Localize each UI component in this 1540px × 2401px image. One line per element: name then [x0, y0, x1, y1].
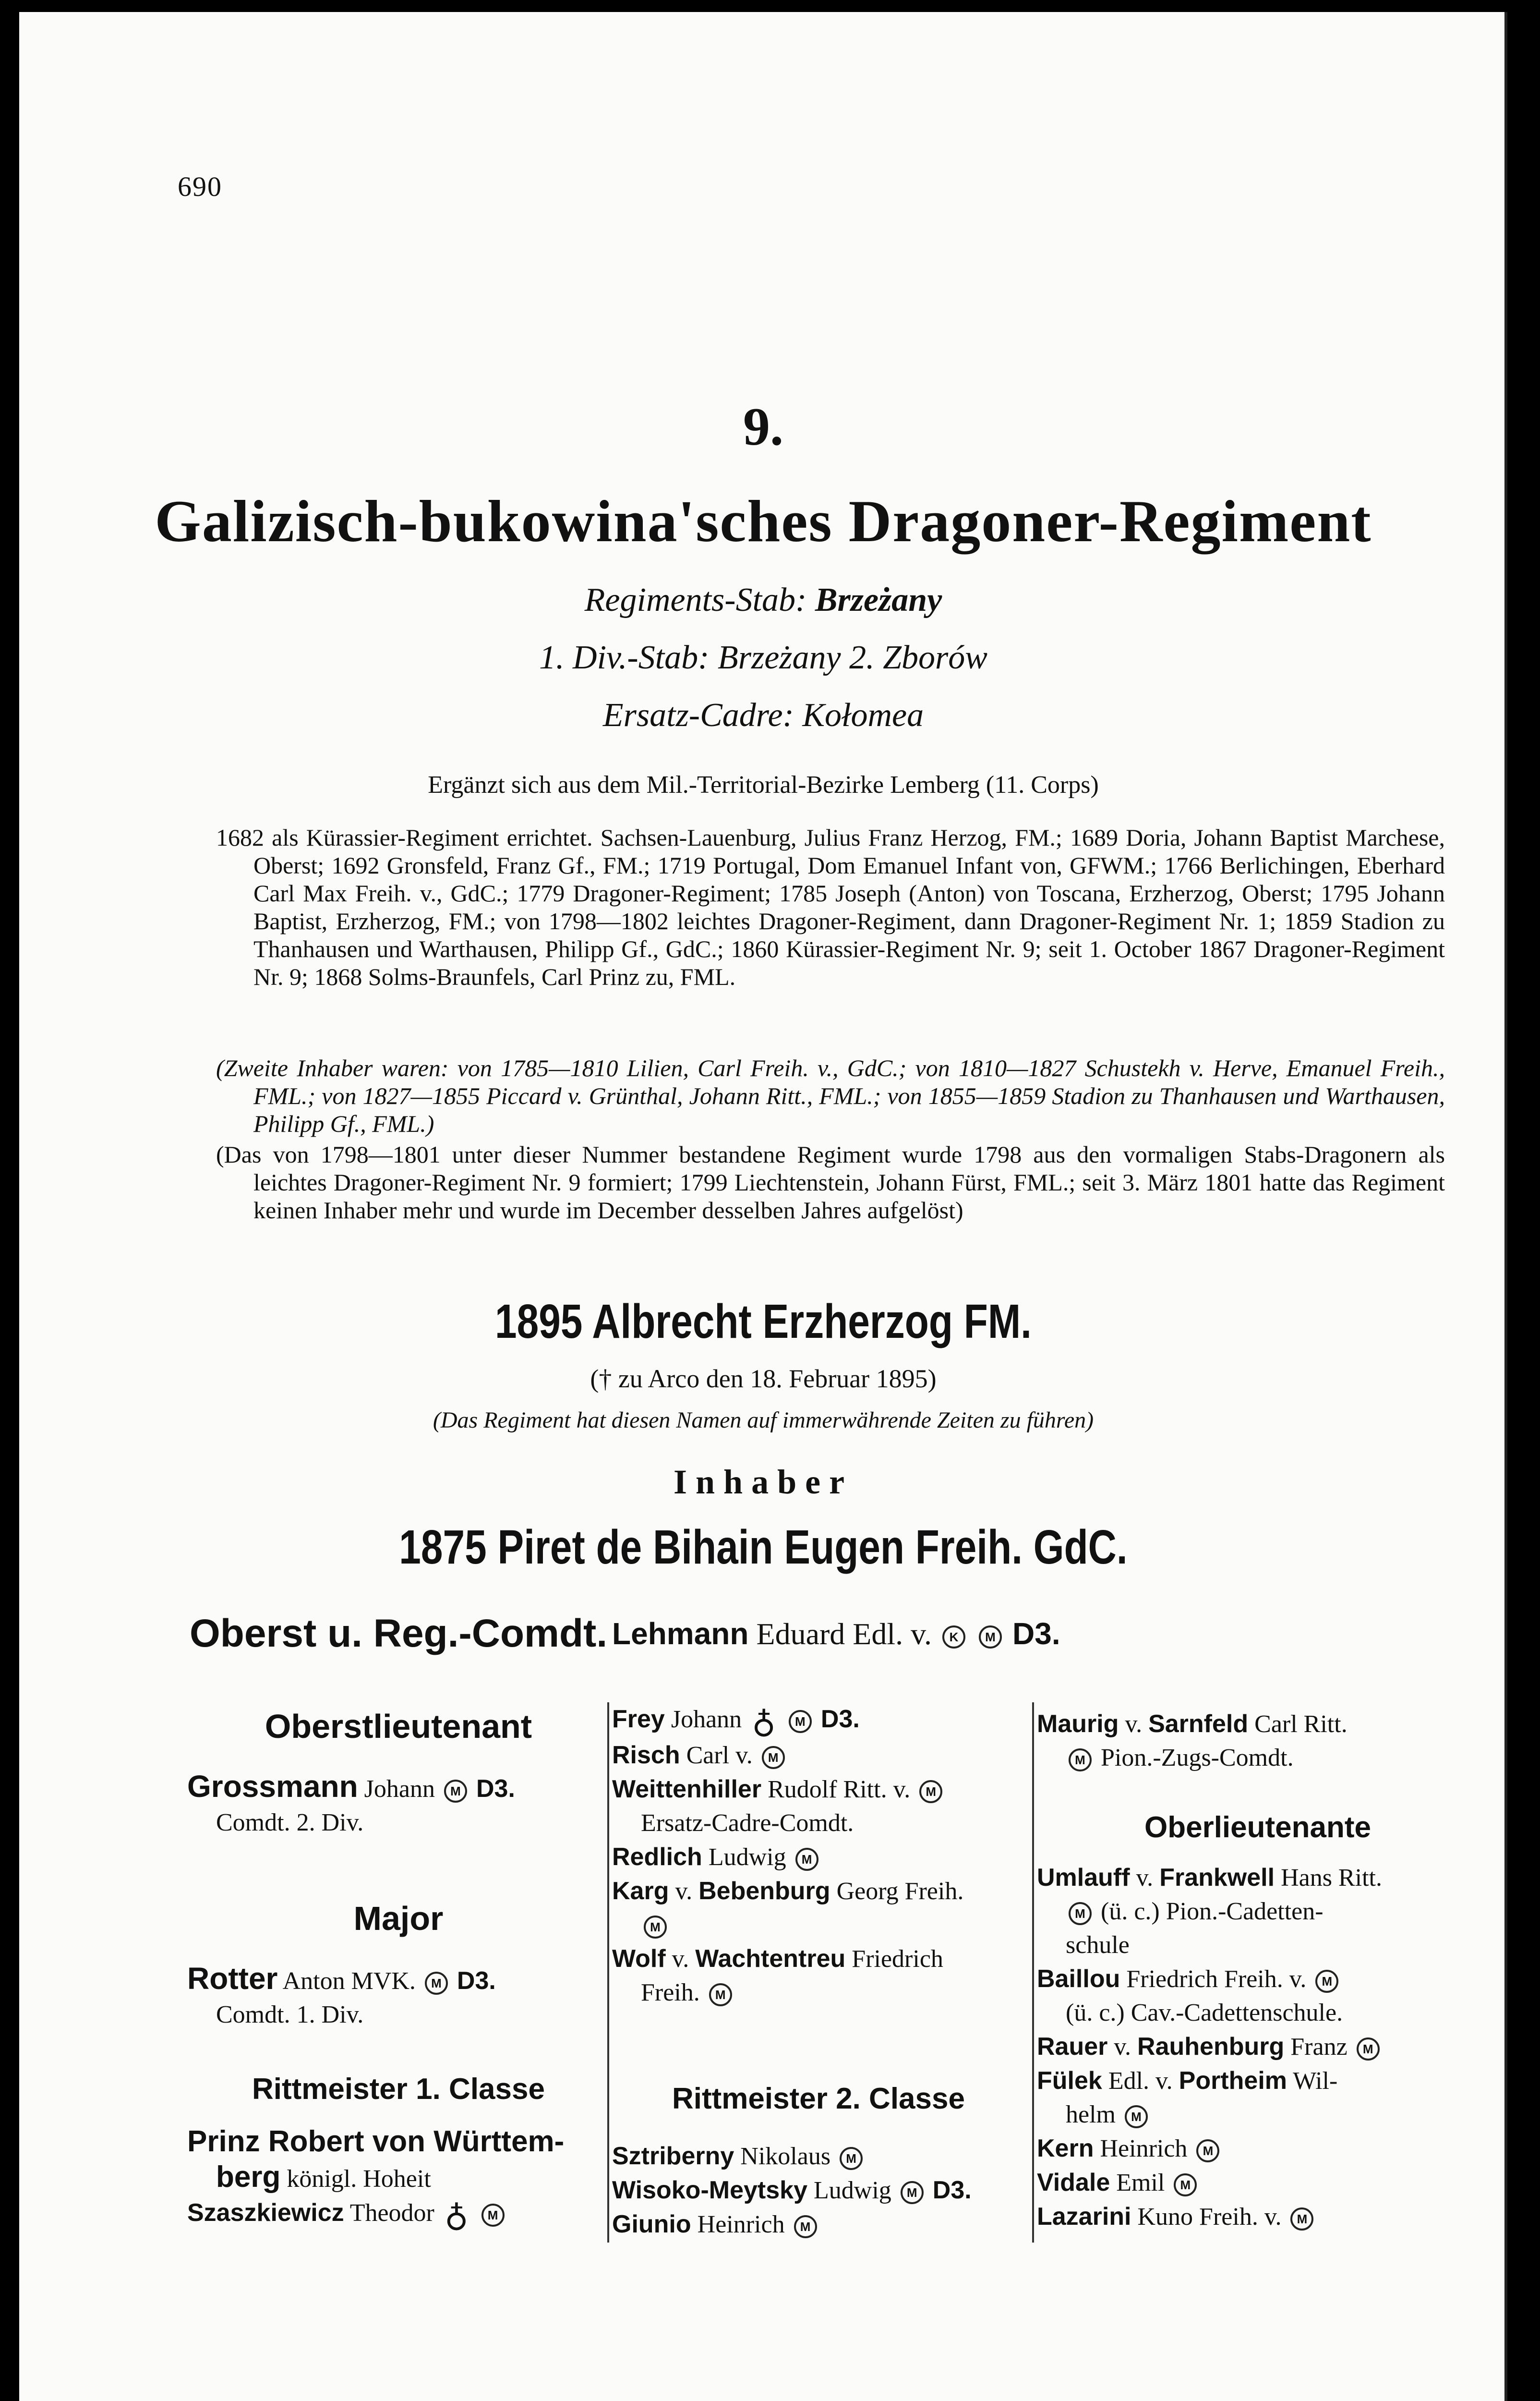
ergaenzt-line: Ergänzt sich aus dem Mil.-Territorial-Bezirke Lemberg (11. Corps) [428, 771, 1099, 799]
lazarini-name: Lazarini [1037, 2203, 1131, 2231]
fuelek-name2: Portheim [1179, 2067, 1287, 2095]
m-badge-icon: M [644, 1916, 667, 1939]
oberst-decorations: D3. [1012, 1616, 1060, 1651]
wolf-name2: Wachtentreu [695, 1945, 846, 1973]
first-owner-death: († zu Arco den 18. Februar 1895) [590, 1364, 937, 1393]
wolf-name: Wolf [612, 1945, 666, 1973]
baillou-name: Baillou [1037, 1965, 1120, 1993]
entry-grossmann [187, 1770, 610, 1840]
second-owners-text: (Zweite Inhaber waren: von 1785—1810 Lilien, Carl Freih. v., GdC.; von 1810—1827 Schustekh v. Herve, Emanuel Freih., FML.; von 1827—1855 Piccard v. Grünthal, Johann Ritt., FML.; von 1855—1859 Stadion zu Thanhausen und Warthausen, Philipp Gf., FML.) [216, 1055, 1445, 1137]
umlauff-line2: (ü. c.) Pion.-Cadetten- [1101, 1898, 1323, 1925]
prinz-name: Prinz Robert von Württem- [187, 2125, 565, 2158]
ersatz-label: Ersatz-Cadre: [602, 697, 794, 734]
umlauff-rest: Hans Ritt. [1281, 1864, 1382, 1892]
rauer-name: Rauer [1037, 2033, 1108, 2061]
umlauff-mid: v. [1136, 1864, 1154, 1892]
regiment-note-paragraph [216, 1140, 1445, 1224]
maurig-mid: v. [1125, 1710, 1143, 1738]
regiment-title: Galizisch-bukowina'sches Dragoner-Regiment [155, 488, 1372, 554]
szasz-rest: Theodor [349, 2199, 434, 2227]
rotter-rest: Anton MVK. [282, 1967, 416, 1995]
giunio-name: Giunio [612, 2210, 691, 2238]
m-badge-icon: M [1174, 2173, 1197, 2196]
m-badge-icon: M [794, 2215, 817, 2238]
heading-major: Major [353, 1900, 444, 1937]
karg-rest: Georg Freih. [836, 1878, 964, 1905]
regiment-note-text: (Das von 1798—1801 unter dieser Nummer bestandene Regiment wurde 1798 aus den vormaligen Stabs-Dragonern als leichtes Dragoner-Regiment Nr. 9 formiert; 1799 Liechtenstein, Johann Fürst, FML.; seit 3. März 1801 hatte das Regiment keinen Inhaber mehr und wurde im December desselben Jahres aufgelöst) [216, 1141, 1445, 1224]
fuelek-rest: Wil- [1293, 2067, 1338, 2095]
karg-name2: Bebenburg [698, 1877, 830, 1905]
karg-name: Karg [612, 1877, 669, 1905]
m-badge-icon: M [1357, 2037, 1380, 2061]
fuelek-name: Fülek [1037, 2067, 1102, 2095]
m-badge-icon: M [1069, 1748, 1092, 1771]
m-badge-icon: M [919, 1780, 942, 1803]
wisoko-dec: D3. [932, 2176, 972, 2204]
first-owner: 1895 Albrecht Erzherzog FM. [495, 1295, 1032, 1348]
m-badge-icon: M [840, 2147, 863, 2170]
m-badge-icon: M [1290, 2207, 1313, 2231]
wolf-mid: v. [672, 1945, 689, 1973]
ersatz-value: Kołomea [802, 697, 924, 734]
wolf-rest: Friedrich [852, 1945, 943, 1973]
m-badge-icon: M [481, 2204, 505, 2227]
karg-mid: v. [675, 1878, 693, 1905]
maurig-rest: Carl Ritt. [1254, 1710, 1348, 1738]
regiments-stab [19, 581, 1507, 619]
second-owners-paragraph [216, 1054, 1445, 1138]
rotter-dec: D3. [457, 1967, 496, 1995]
weitt-name: Weittenhiller [612, 1775, 762, 1804]
ersatz-cadre [19, 696, 1507, 735]
frey-rest: Johann [671, 1706, 742, 1733]
m-badge-icon: M [1125, 2105, 1148, 2128]
wolf-line2: Freih. [641, 1979, 700, 2007]
wisoko-rest: Ludwig [814, 2177, 891, 2204]
m-badge-icon: M [762, 1746, 785, 1769]
baillou-line2: (ü. c.) Cav.-Cadettenschule. [1066, 1999, 1343, 2026]
maurig-name2: Sarnfeld [1148, 1710, 1249, 1738]
oberst-name: Lehmann [612, 1616, 749, 1651]
regiments-stab-label: Regiments-Stab: [584, 582, 807, 618]
first-owner-note: (Das Regiment hat diesen Namen auf immerwährende Zeiten zu führen) [433, 1407, 1094, 1433]
frey-dec: D3. [820, 1705, 860, 1733]
oberst-entry [612, 1616, 1060, 1652]
m-badge-icon: M [795, 1848, 818, 1871]
oberst-label: Oberst u. Reg.-Comdt. [190, 1612, 608, 1655]
umlauff-name2: Frankwell [1159, 1864, 1275, 1892]
redlich-name: Redlich [612, 1843, 702, 1871]
order-cross-icon: ♁ [752, 1703, 776, 1740]
entry-rotter [187, 1962, 610, 2032]
vidale-name: Vidale [1037, 2169, 1110, 2196]
risch-name: Risch [612, 1741, 680, 1770]
entry-prinz-robert [187, 2125, 610, 2232]
rotter-name: Rotter [187, 1961, 278, 1996]
m-badge-icon: M [444, 1780, 467, 1803]
szasz-name: Szaszkiewicz [187, 2199, 344, 2227]
umlauff-name: Umlauff [1037, 1864, 1130, 1892]
fuelek-mid: Edl. v. [1108, 2067, 1173, 2095]
kern-rest: Heinrich [1100, 2135, 1188, 2162]
maurig-line2: Pion.-Zugs-Comdt. [1101, 1744, 1294, 1771]
rauer-rest: Franz [1290, 2033, 1348, 2061]
baillou-rest: Friedrich Freih. v. [1126, 1965, 1307, 1993]
document-page [19, 12, 1507, 2401]
section-number: 9. [743, 397, 783, 457]
m-badge-icon: M [425, 1972, 448, 1995]
current-owner: 1875 Piret de Bihain Eugen Freih. GdC. [399, 1520, 1128, 1574]
grossmann-line2: Comdt. 2. Div. [216, 1809, 364, 1836]
weitt-line2: Ersatz-Cadre-Comdt. [641, 1809, 854, 1837]
wisoko-name: Wisoko-Meytsky [612, 2176, 807, 2204]
grossmann-rest: Johann [364, 1775, 435, 1803]
m-badge-icon: M [1315, 1970, 1338, 1993]
div-stab-value: Brzeżany 2. Zborów [717, 639, 987, 676]
m-badge-icon: M [1069, 1902, 1092, 1925]
column-2-list-b [612, 2139, 1025, 2242]
oberst-rest: Eduard Edl. v. [756, 1617, 932, 1651]
k-badge-icon: K [942, 1625, 965, 1649]
kern-name: Kern [1037, 2134, 1094, 2162]
umlauff-line3: schule [1066, 1931, 1130, 1959]
column-divider-2 [1032, 1702, 1034, 2243]
order-cross-icon: ♁ [444, 2197, 469, 2234]
lazarini-rest: Kuno Freih. v. [1137, 2203, 1282, 2231]
fuelek-line2: helm [1066, 2101, 1116, 2128]
heading-rittmeister-2: Rittmeister 2. Classe [672, 2082, 965, 2115]
m-badge-icon: M [1196, 2139, 1219, 2162]
sztri-name: Sztriberny [612, 2142, 734, 2170]
sztri-rest: Nikolaus [740, 2143, 831, 2170]
m-badge-icon: M [709, 1983, 732, 2006]
vidale-rest: Emil [1116, 2169, 1165, 2196]
prinz-name2: berg [216, 2160, 281, 2194]
history-paragraph [216, 824, 1445, 991]
history-text: 1682 als Kürassier-Regiment errichtet. Sachsen-Lauenburg, Julius Franz Herzog, FM.; 1689 Doria, Johann Baptist Marchese, Oberst; 1692 Gronsfeld, Franz Gf., FM.; 1719 Portugal, Dom Emanuel Infant von, GFWM.; 1766 Berlichingen, Eberhard Carl Max Freih. v., GdC.; 1779 Dragoner-Regiment; 1785 Joseph (Anton) von Toscana, Erzherzog, Oberst; 1795 Johann Baptist, Erzherzog, FM.; von 1798—1802 leichtes Dragoner-Regiment, dann Dragoner-Regiment Nr. 1; 1859 Stadion zu Thanhausen und Warthausen, Philipp Gf., GdC.; 1860 Kürassier-Regiment Nr. 9; seit 1. October 1867 Dragoner-Regiment Nr. 9; 1868 Solms-Braunfels, Carl Prinz zu, FML. [216, 824, 1445, 990]
prinz-rest: königl. Hoheit [287, 2165, 431, 2193]
redlich-rest: Ludwig [708, 1843, 786, 1871]
m-badge-icon: M [901, 2181, 924, 2204]
m-badge-icon: M [979, 1625, 1002, 1649]
m-badge-icon: M [789, 1710, 812, 1733]
risch-rest: Carl v. [686, 1742, 753, 1770]
grossmann-dec: D3. [476, 1775, 515, 1803]
heading-oberlieutenante: Oberlieutenante [1144, 1811, 1371, 1844]
regiments-stab-value: Brzeżany [815, 582, 942, 618]
div-stab-label: 1. Div.-Stab: [539, 639, 710, 676]
grossmann-name: Grossmann [187, 1769, 358, 1804]
frey-name: Frey [612, 1705, 665, 1733]
rotter-line2: Comdt. 1. Div. [216, 2001, 364, 2028]
column-2-list [612, 1702, 1025, 2010]
heading-rittmeister-1: Rittmeister 1. Classe [252, 2073, 545, 2106]
rauer-name2: Rauhenburg [1137, 2033, 1285, 2061]
div-stab [19, 639, 1507, 677]
page-number: 690 [178, 171, 222, 202]
heading-oberstlieutenant: Oberstlieutenant [265, 1708, 532, 1745]
entry-maurig [1037, 1707, 1479, 1775]
column-3-list [1037, 1861, 1479, 2234]
maurig-name: Maurig [1037, 1710, 1119, 1738]
giunio-rest: Heinrich [697, 2211, 785, 2238]
rauer-mid: v. [1114, 2033, 1131, 2061]
weitt-rest: Rudolf Ritt. v. [768, 1776, 911, 1804]
inhaber-label: Inhaber [673, 1463, 854, 1501]
